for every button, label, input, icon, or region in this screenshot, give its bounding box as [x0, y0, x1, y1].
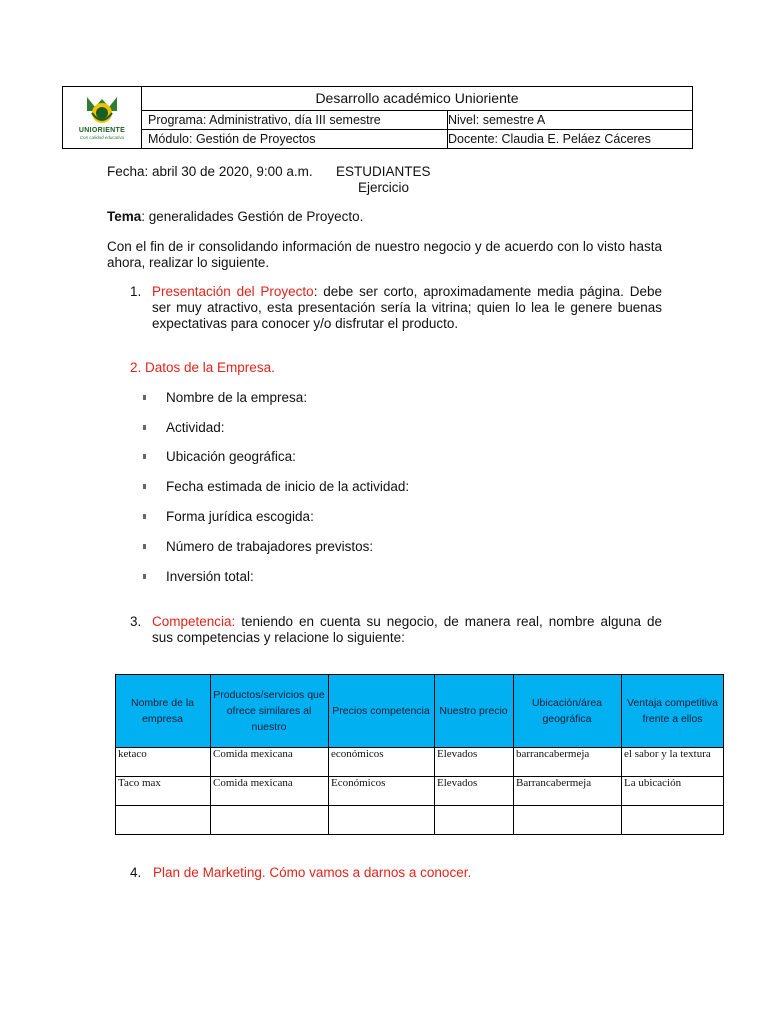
table-cell: ketaco [118, 748, 147, 760]
table-border [115, 834, 724, 835]
item-2-title: 2. Datos de la Empresa. [130, 360, 275, 375]
bullet-icon [143, 425, 146, 430]
bullet-icon [143, 574, 146, 579]
table-cell: el sabor y la textura [624, 748, 711, 760]
logo-subtext: Con calidad educativa [79, 135, 125, 140]
table-cell: Comida mexicana [213, 777, 293, 789]
competition-table [115, 674, 724, 835]
bullet-text: Forma jurídica escogida: [166, 509, 314, 524]
bullet-icon [143, 514, 146, 519]
table-border [115, 674, 724, 675]
table-border [723, 674, 724, 835]
bullet-icon [143, 454, 146, 459]
header-title-row [142, 87, 692, 111]
table-header-cell: Ubicación/área geográfica [531, 696, 603, 725]
tema-label: Tema [107, 209, 142, 224]
item-3-text [152, 614, 662, 646]
table-cell: Elevados [437, 777, 478, 789]
table-border [115, 805, 724, 806]
header-title: Desarrollo académico Unioriente [315, 90, 519, 106]
bullet-icon [143, 395, 146, 400]
bullet-text: Actividad: [166, 420, 225, 435]
item-1-body: : debe ser corto, aproximadamente media página. Debe ser muy atractivo, esta presentación sería la vitrina; quien lo lea le genere buenas expectativas para conocer y/o disfrutar el producto. [152, 284, 663, 331]
header-row-modulo [142, 130, 692, 148]
bullet-icon [143, 484, 146, 489]
table-header-cell: Nuestro precio [439, 704, 508, 717]
bullet-text: Número de trabajadores previstos: [166, 539, 374, 554]
table-header-cell: Ventaja competitiva frente a ellos [626, 696, 719, 725]
bullet-text: Inversión total: [166, 569, 254, 584]
item-3-number: 3. [130, 614, 142, 629]
item-1-text [152, 284, 662, 332]
logo-cell [63, 87, 142, 148]
table-cell: Taco max [118, 777, 161, 789]
tema-line [107, 209, 363, 224]
item-4 [130, 865, 471, 880]
docente-cell: Docente: Claudia E. Peláez Cáceres [448, 132, 651, 146]
item-4-title: Plan de Marketing. Cómo vamos a darnos a conocer. [153, 865, 472, 880]
header-table [62, 86, 693, 149]
item-3-body: teniendo en cuenta su negocio, de manera real, nombre alguna de sus competencias y relacione lo siguiente: [152, 614, 662, 645]
table-cell: Comida mexicana [213, 748, 293, 760]
bullet-icon [143, 544, 146, 549]
table-cell: La ubicación [624, 777, 682, 789]
bullet-text: Fecha estimada de inicio de la actividad: [166, 479, 410, 494]
logo-text: UNIORIENTE [78, 127, 126, 134]
table-cell: Económicos [331, 777, 386, 789]
modulo-cell: Módulo: Gestión de Proyectos [142, 130, 448, 148]
ejercicio-label: Ejercicio [358, 180, 410, 195]
item-1-number: 1. [130, 284, 142, 299]
tema-text: : generalidades Gestión de Proyecto. [141, 209, 364, 224]
nivel-cell: Nivel: semestre A [448, 113, 546, 127]
table-header-cell: Precios competencia [332, 704, 430, 717]
bullet-text: Nombre de la empresa: [166, 390, 308, 405]
table-cell: barrancabermeja [516, 748, 590, 760]
header-row-programa [142, 111, 692, 130]
item-3-title: Competencia: [152, 614, 236, 629]
item-4-number: 4. [130, 865, 142, 880]
table-cell: Elevados [437, 748, 478, 760]
item-1-title: Presentación del Proyecto [152, 284, 314, 299]
intro-paragraph: Con el fin de ir consolidando información de nuestro negocio y de acuerdo con lo visto hasta ahora, realizar lo siguiente. [107, 239, 662, 270]
fecha-line: Fecha: abril 30 de 2020, 9:00 a.m. [107, 164, 313, 179]
table-header-cell: Nombre de la empresa [130, 696, 195, 725]
bullet-text: Ubicación geográfica: [166, 449, 296, 464]
table-cell: económicos [331, 748, 384, 760]
estudiantes-label: ESTUDIANTES [336, 164, 431, 179]
table-header-cell: Productos/servicios que ofrece similares al nuestro [213, 688, 325, 733]
programa-cell: Programa: Administrativo, día III semestre [142, 111, 448, 129]
table-cell: Barrancabermeja [516, 777, 592, 789]
